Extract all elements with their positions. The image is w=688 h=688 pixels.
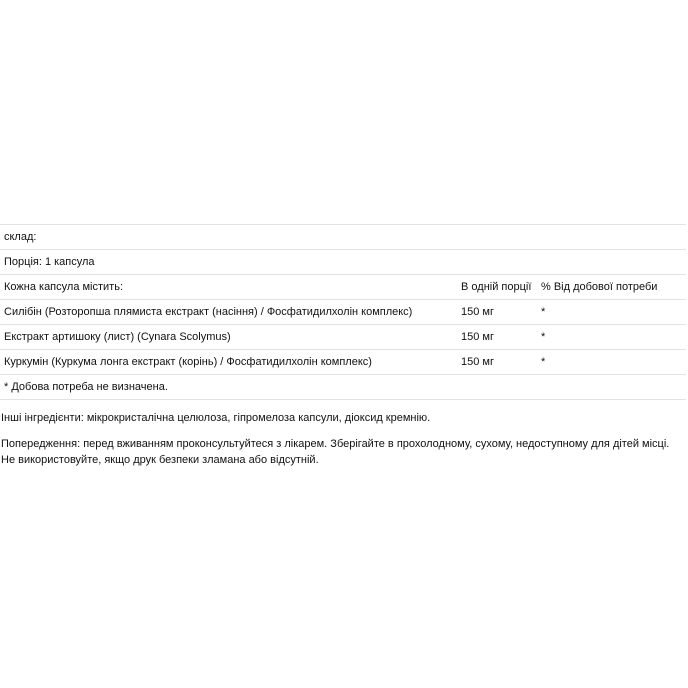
ingredient-daily-value: *: [533, 350, 686, 375]
column-header-ingredient: Кожна капсула містить:: [0, 275, 453, 300]
ingredient-amount: 150 мг: [453, 325, 533, 350]
footnote-row: [0, 375, 686, 400]
column-header-daily-value: % Від добової потреби: [533, 275, 686, 300]
supplement-facts-panel: [0, 224, 688, 400]
serving-size: Порція: 1 капсула: [0, 250, 686, 275]
facts-heading: склад:: [0, 225, 686, 250]
ingredient-amount: 150 мг: [453, 350, 533, 375]
ingredient-daily-value: *: [533, 325, 686, 350]
table-row: [0, 325, 686, 350]
column-header-amount: В одній порції: [453, 275, 533, 300]
warning-text: Попередження: перед вживанням проконсультуйтеся з лікарем. Зберігайте в прохолодному, сухому, недоступному для дітей місці. Не використовуйте, якщо друк безпеки зламана або відсутній.: [1, 438, 670, 466]
daily-value-footnote: * Добова потреба не визначена.: [0, 375, 686, 400]
ingredient-name: Екстракт артишоку (лист) (Cynara Scolymus): [0, 325, 453, 350]
serving-size-row: [0, 250, 686, 275]
ingredient-daily-value: *: [533, 300, 686, 325]
column-header-row: [0, 275, 686, 300]
ingredient-name: Силібін (Розторопша плямиста екстракт (насіння) / Фосфатидилхолін комплекс): [0, 300, 453, 325]
facts-heading-row: [0, 225, 686, 250]
other-ingredients-text: Інші інгредієнти: мікрокристалічна целюлоза, гіпромелоза капсули, діоксид кремнію.: [1, 412, 431, 424]
table-row: [0, 350, 686, 375]
ingredient-amount: 150 мг: [453, 300, 533, 325]
table-row: [0, 300, 686, 325]
supplement-facts-table: [0, 224, 686, 400]
ingredient-name: Куркумін (Куркума лонга екстракт (корінь) / Фосфатидилхолін комплекс): [0, 350, 453, 375]
